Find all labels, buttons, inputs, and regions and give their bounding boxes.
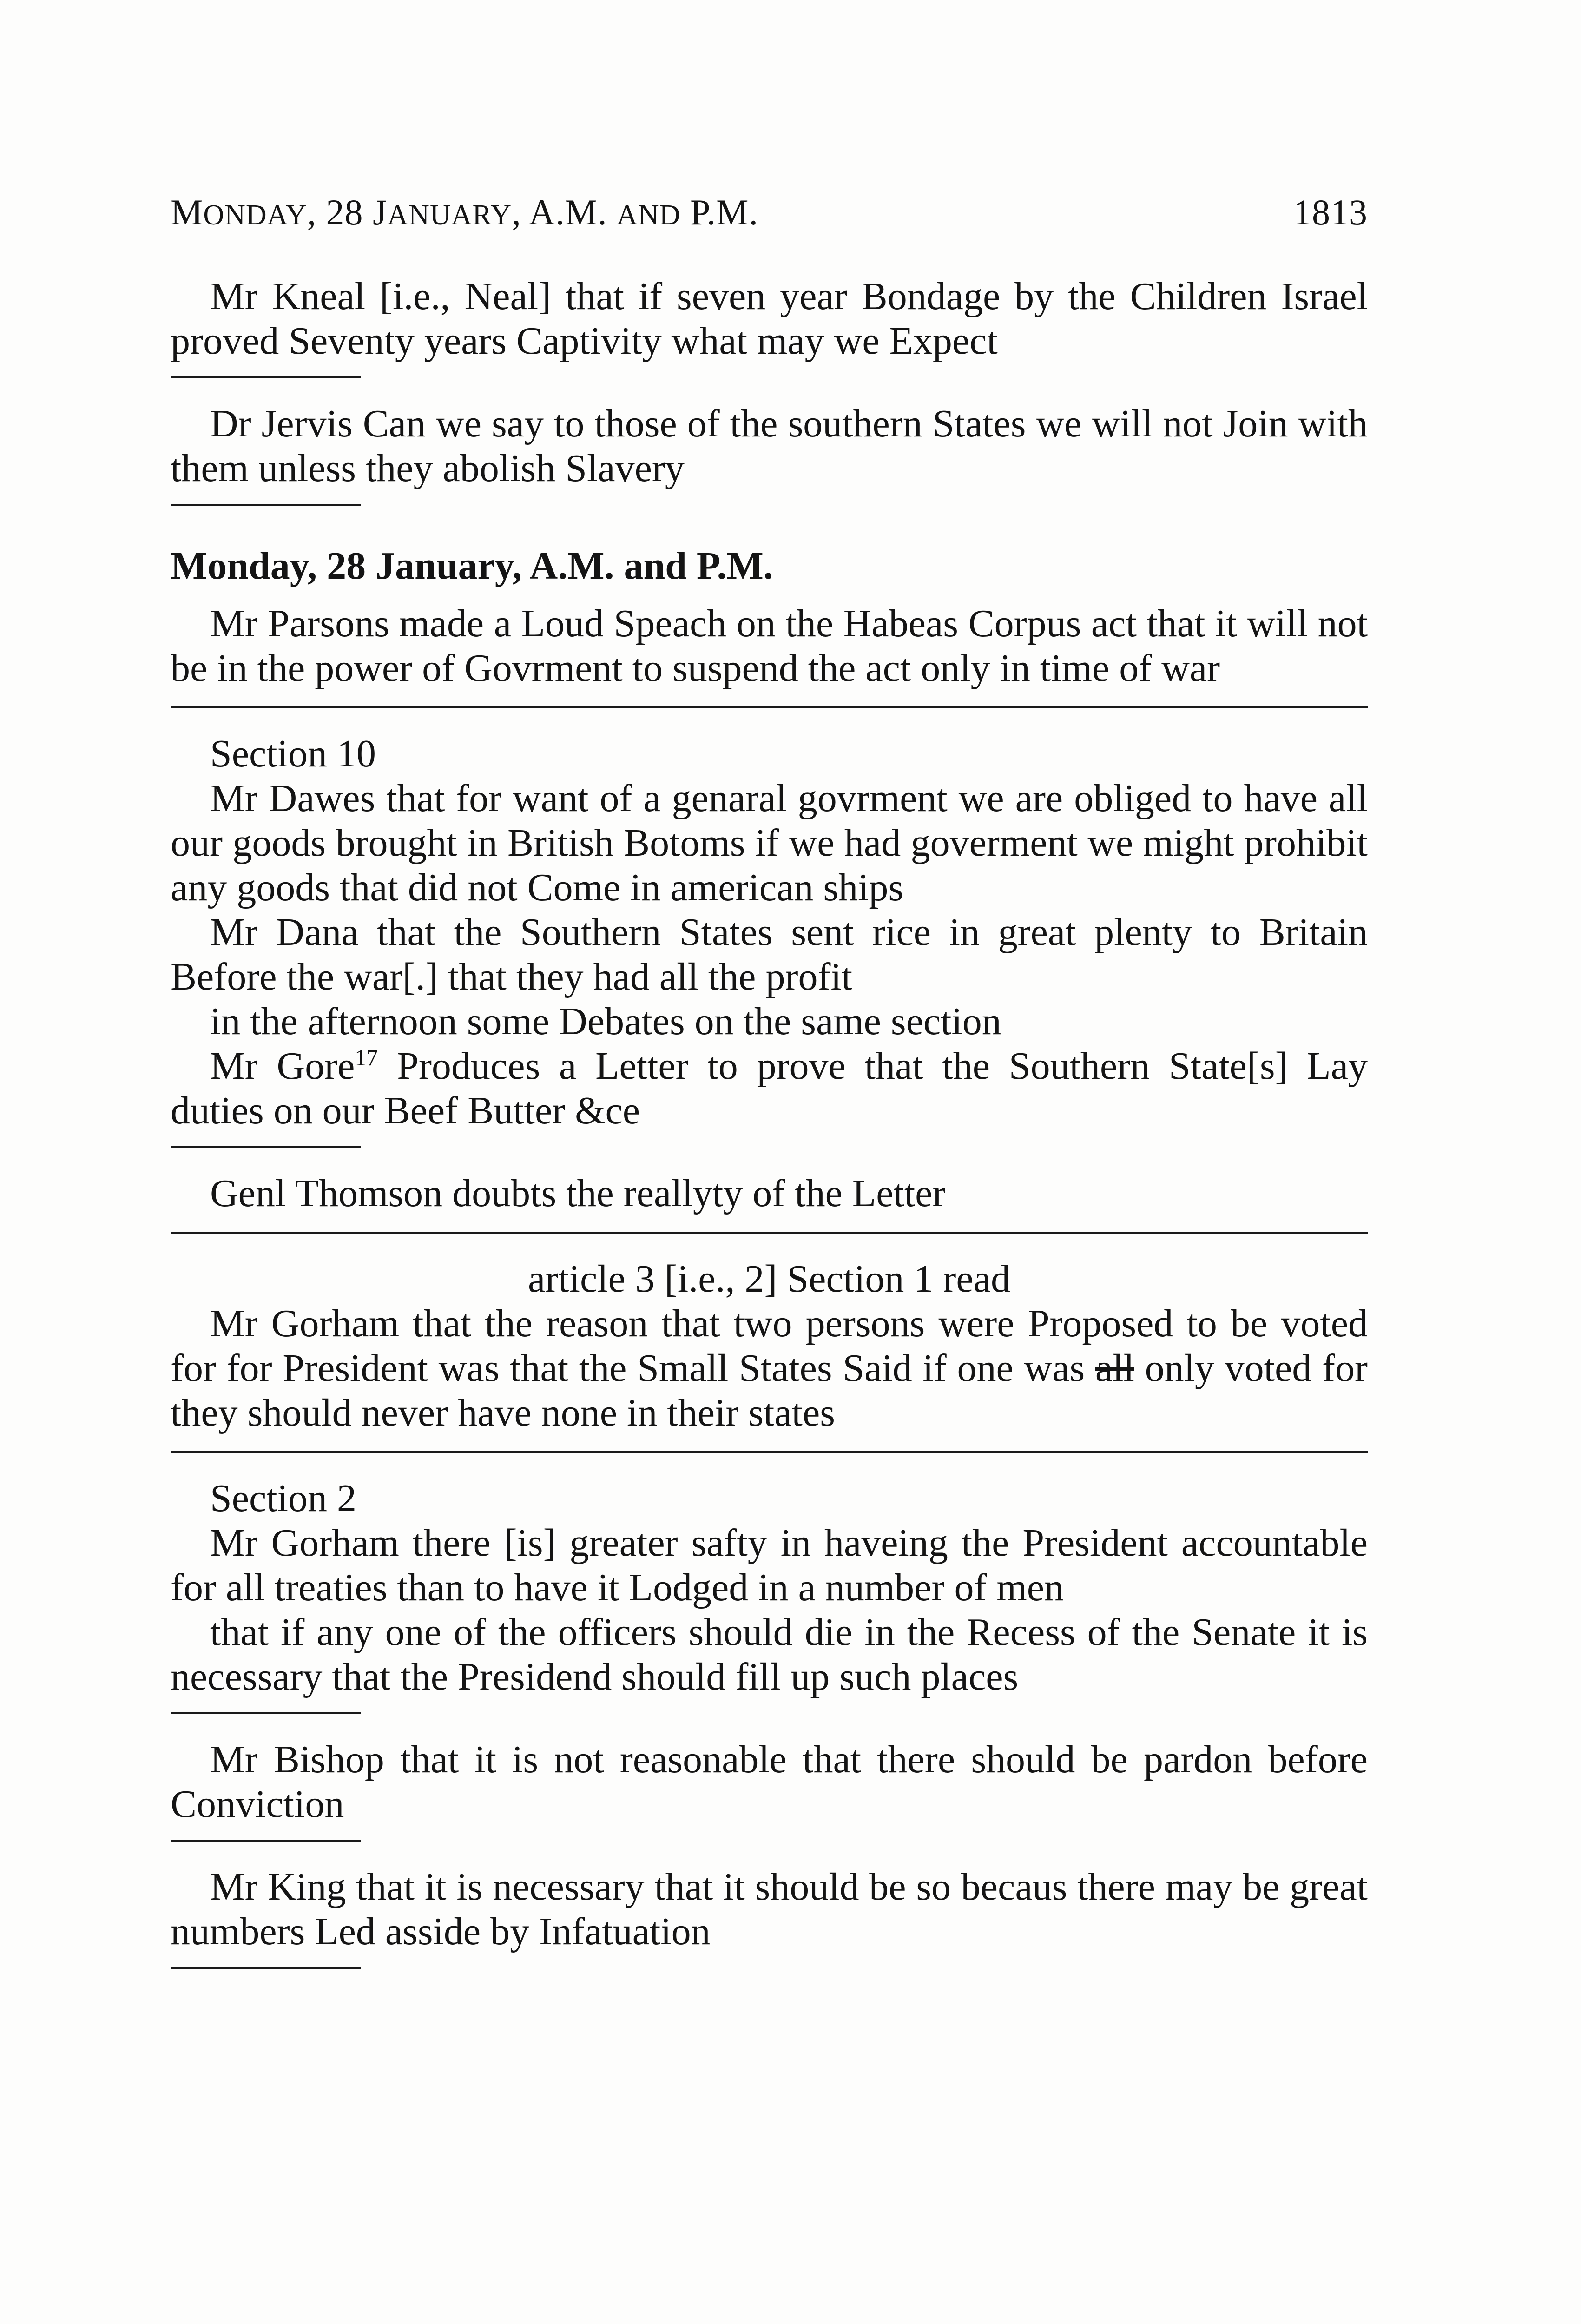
running-head-title-part: P.M.	[680, 192, 759, 232]
gore-text: Produces a Letter to prove that the Southern State[s] Lay duties on our Beef Butter &ce	[171, 1044, 1368, 1132]
paragraph-officers: that if any one of the officers should die in the Recess of the Senate it is necessary that the Presidend should fill up such places	[171, 1611, 1368, 1698]
section-label: Section 10	[210, 732, 376, 775]
paragraph-kneal: Mr Kneal [i.e., Neal] that if seven year Bondage by the Children Israel proved Seventy years Captivity what may we Expect	[171, 275, 1368, 363]
paragraph-gorham-2: Mr Gorham there [is] greater safty in haveing the President accountable for all treaties than to have it Lodged in a number of men	[171, 1521, 1368, 1609]
paragraph-gore	[171, 1044, 1368, 1133]
section-label: Section 2	[210, 1477, 356, 1520]
short-divider	[171, 1840, 361, 1842]
paragraph-parsons: Mr Parsons made a Loud Speach on the Habeas Corpus act that it will not be in the power of Govrment to suspend the act only in time of war	[171, 602, 1368, 690]
page-number: 1813	[1293, 192, 1368, 232]
running-head-title-part: , 28 J	[307, 192, 388, 232]
paragraph-jervis: Dr Jervis Can we say to those of the southern States we will not Join with them unless they abolish Slavery	[171, 402, 1368, 490]
running-head	[171, 190, 1368, 238]
paragraph-dawes: Mr Dawes that for want of a genaral govrment we are obliged to have all our goods brought in British Botoms if we had goverment we might prohibit any goods that did not Come in american ships	[171, 777, 1368, 909]
paragraph-gorham-1	[171, 1301, 1368, 1435]
running-head-title	[171, 190, 758, 238]
full-divider	[171, 1451, 1368, 1453]
article-heading: article 3 [i.e., 2] Section 1 read	[528, 1257, 1010, 1301]
running-head-title-part: ANUARY	[387, 199, 512, 231]
gorham-text: Mr Gorham that the reason that two persons were Proposed to be voted for for President was that the Small States Said if one was	[171, 1302, 1368, 1390]
short-divider	[171, 376, 361, 378]
body-text	[171, 274, 1368, 1992]
short-divider	[171, 1712, 361, 1714]
running-head-title-part: M	[171, 192, 204, 232]
running-head-title-part: , A.M.	[512, 192, 617, 232]
short-divider	[171, 1967, 361, 1969]
paragraph-afternoon: in the afternoon some Debates on the same section	[210, 1000, 1001, 1043]
short-divider	[171, 1146, 361, 1148]
paragraph-king: Mr King that it is necessary that it should be so becaus there may be great numbers Led asside by Infatuation	[171, 1865, 1368, 1953]
full-divider	[171, 706, 1368, 708]
paragraph-thomson: Genl Thomson doubts the reallyty of the Letter	[210, 1172, 946, 1215]
footnote-marker: 17	[355, 1044, 378, 1070]
gorham-text: only voted for they should never have none in their states	[171, 1347, 1368, 1434]
paragraph-bishop: Mr Bishop that it is not reasonable that there should be pardon before Conviction	[171, 1738, 1368, 1826]
full-divider	[171, 1232, 1368, 1234]
gore-text: Mr Gore	[210, 1044, 355, 1088]
date-heading: Monday, 28 January, A.M. and P.M.	[171, 544, 773, 588]
running-head-title-part: AND	[617, 199, 681, 231]
struck-word: all	[1095, 1347, 1134, 1390]
paragraph-dana: Mr Dana that the Southern States sent rice in great plenty to Britain Before the war[.] that they had all the profit	[171, 911, 1368, 998]
short-divider	[171, 504, 361, 506]
running-head-title-part: ONDAY	[203, 199, 307, 231]
